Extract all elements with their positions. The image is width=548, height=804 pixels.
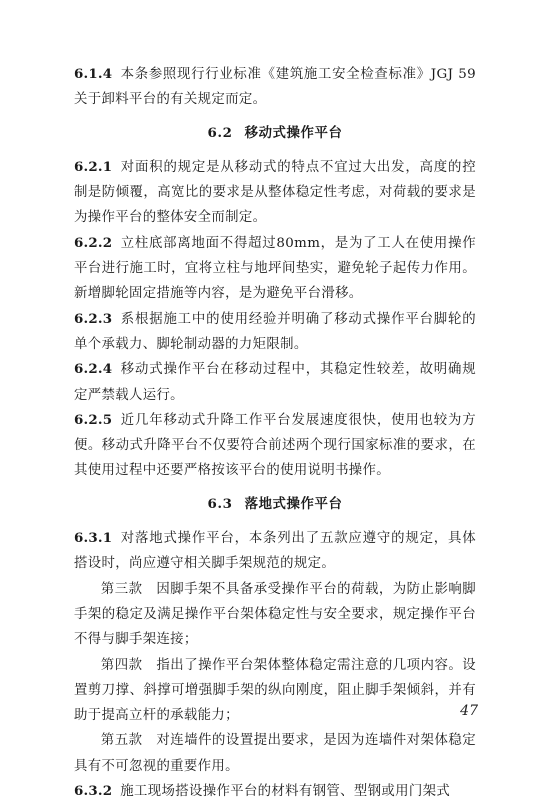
clause-number: 6.3.1	[74, 530, 113, 547]
section-heading-6-3	[74, 492, 476, 517]
clause-text: 对面积的规定是从移动式的特点不宜过大出发，高度的控制是防倾覆，高宽比的要求是从整体稳定性考虑，对荷载的要求是为操作平台的整体安全而制定。	[74, 159, 476, 226]
section-title: 落地式操作平台	[244, 495, 343, 512]
clause-text: 移动式操作平台在移动过程中，其稳定性较差，故明确规定严禁载人运行。	[74, 362, 476, 403]
clause-6-2-2	[74, 231, 476, 307]
section-number: 6.2	[207, 124, 233, 141]
clause-text: 本条参照现行行业标准《建筑施工安全检查标准》JGJ 59关于卸料平台的有关规定而定。	[74, 67, 476, 108]
section-heading-6-2	[74, 121, 476, 146]
item-paragraph-5: 第五款 对连墙件的设置提出要求，是因为连墙件对架体稳定具有不可忽视的重要作用。	[74, 733, 476, 774]
clause-text: 对落地式操作平台，本条列出了五款应遵守的规定，具体搭设时，尚应遵守相关脚手架规范的规定。	[74, 531, 476, 572]
clause-number: 6.2.4	[74, 361, 113, 378]
clause-number: 6.3.2	[74, 783, 113, 800]
clause-6-3-2	[74, 779, 476, 804]
clause-6-2-1	[74, 155, 476, 231]
item-paragraph-3: 第三款 因脚手架不具备承受操作平台的荷载，为防止影响脚手架的稳定及满足操作平台架体稳定性与安全要求，规定操作平台不得与脚手架连接；	[74, 581, 476, 648]
section-number: 6.3	[207, 495, 233, 512]
clause-number: 6.1.4	[74, 66, 113, 82]
clause-number: 6.2.5	[74, 411, 113, 428]
clause-6-2-3	[74, 307, 476, 358]
clause-number: 6.2.1	[74, 158, 113, 175]
item-paragraph-4: 第四款 指出了操作平台架体整体稳定需注意的几项内容。设置剪刀撑、斜撑可增强脚手架的纵向刚度，阻止脚手架倾斜，并有助于提高立杆的承载能力；	[74, 657, 476, 724]
clause-6-2-4	[74, 357, 476, 408]
clause-number: 6.2.2	[74, 234, 113, 251]
clause-text: 立柱底部离地面不得超过80mm，是为了工人在使用操作平台进行施工时，宜将立柱与地坪间垫实，避免轮子起传力作用。新增脚轮固定措施等内容，是为避免平台滑移。	[74, 235, 476, 302]
clause-6-2-5	[74, 408, 476, 484]
section-title: 移动式操作平台	[244, 124, 343, 141]
clause-text: 系根据施工中的使用经验并明确了移动式操作平台脚轮的单个承载力、脚轮制动器的力矩限制。	[74, 311, 476, 352]
page-number: 47	[460, 703, 478, 719]
clause-number: 6.2.3	[74, 310, 113, 327]
clause-6-1-4	[74, 62, 476, 113]
document-body	[74, 62, 476, 804]
clause-text: 施工现场搭设操作平台的材料有钢管、型钢或用门架式	[120, 784, 451, 800]
clause-6-3-1	[74, 526, 476, 577]
clause-text: 近几年移动式升降工作平台发展速度很快，使用也较为方便。移动式升降平台不仅要符合前述两个现行国家标准的要求，在其使用过程中还要严格按该平台的使用说明书操作。	[74, 412, 476, 479]
